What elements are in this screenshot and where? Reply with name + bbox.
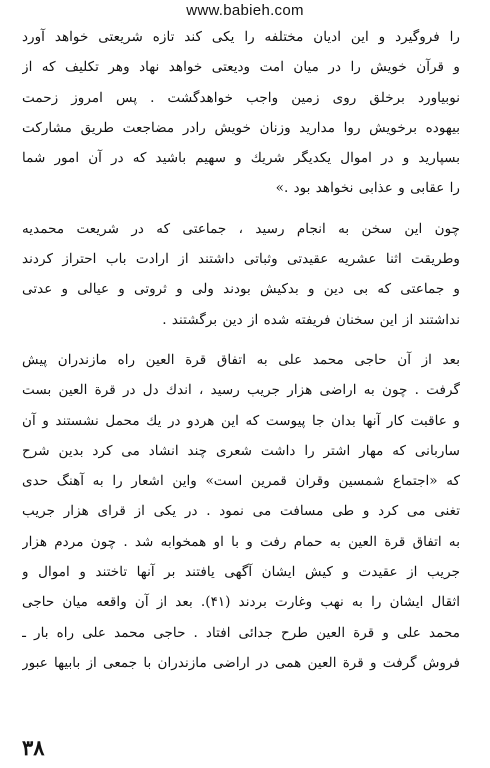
text-line: فروش گرفت و قرة العین همی در اراضی مازندران با جمعی از بابیها عبور — [22, 654, 460, 671]
text-line: تغنی می کرد و طی مسافت می نمود . در یکی از قرای هزار جریب — [22, 503, 460, 520]
text-line: چون این سخن به انجام رسید ، جماعتی که در شریعت محمدیه — [22, 220, 460, 237]
text-line: و جماعتی که بی دین و بدکیش بودند ولی و ثروتی و عیالی و عدتی — [22, 281, 460, 298]
text-line: اثقال ایشان را به نهب وغارت بردند (۴۱). بعد از آن واقعه میان حاجی — [22, 594, 460, 611]
text-line: بیهوده برخویش روا مدارید وزنان خویش رادر مضاجعت طریق مشارکت — [22, 119, 460, 136]
text-line: و عاقبت کار آنها بدان جا پیوست که این هردو در یك محمل نشستند و آن — [22, 412, 460, 429]
website-url: www.babieh.com — [186, 2, 304, 19]
paragraph-gap — [22, 335, 460, 345]
text-line: گرفت . چون به اراضی هزار جریب رسید ، اندك دل در قرة العین بست — [22, 382, 460, 399]
text-line: را فروگیرد و این ادیان مختلفه را یکی کند تازه شریعتی خواهد آورد — [22, 29, 460, 45]
body-text — [22, 22, 460, 678]
paragraph-2 — [22, 214, 460, 335]
text-line: محمد علی و قرة العین طرح جدائی افتاد . حاجی محمد علی راه بار ـ — [22, 624, 460, 641]
paragraph-gap — [22, 204, 460, 214]
text-line: بعد از آن حاجی محمد علی به اتفاق قرة العین راه مازندران پیش — [22, 351, 460, 368]
paragraph-3 — [22, 345, 460, 678]
text-line: و قرآن خویش را در میان امت ودیعتی خواهد نهاد وهر تکلیف که از — [22, 59, 460, 76]
text-line: وطریقت اثنا عشریه عقیدتی وثباتی داشتند از ارادت باب احتراز کردند — [22, 251, 460, 268]
text-line: نداشتند از این سخنان فریفته شده از دین برگشتند . — [162, 311, 460, 328]
text-line: نوبیاورد برخلق روی زمین واجب خواهدگشت . پس امروز زحمت — [22, 89, 460, 106]
text-line: را عقابی و عذابی نخواهد بود .» — [275, 180, 460, 197]
text-line: بسپارید و در اموال یکدیگر شریك و سهیم باشید که در آن امور شما — [22, 150, 460, 167]
text-line: جریب از عقیدت و کیش ایشان آگهی یافتند بر آنها تاختند و اموال و — [22, 564, 460, 581]
text-line: که «اجتماع شمسین وقران قمرین است» واین اشعار را به آهنگ حدی — [22, 473, 460, 490]
text-line: به اتفاق قرة العین به حمام رفت و با او همخوابه شد . چون مردم هزار — [22, 533, 460, 550]
page-number: ۳۸ — [22, 735, 45, 760]
text-line: ساربانی که مهار اشتر را داشت شعری چند انشاد می کرد بدین شرح — [22, 442, 460, 459]
paragraph-1 — [22, 22, 460, 204]
